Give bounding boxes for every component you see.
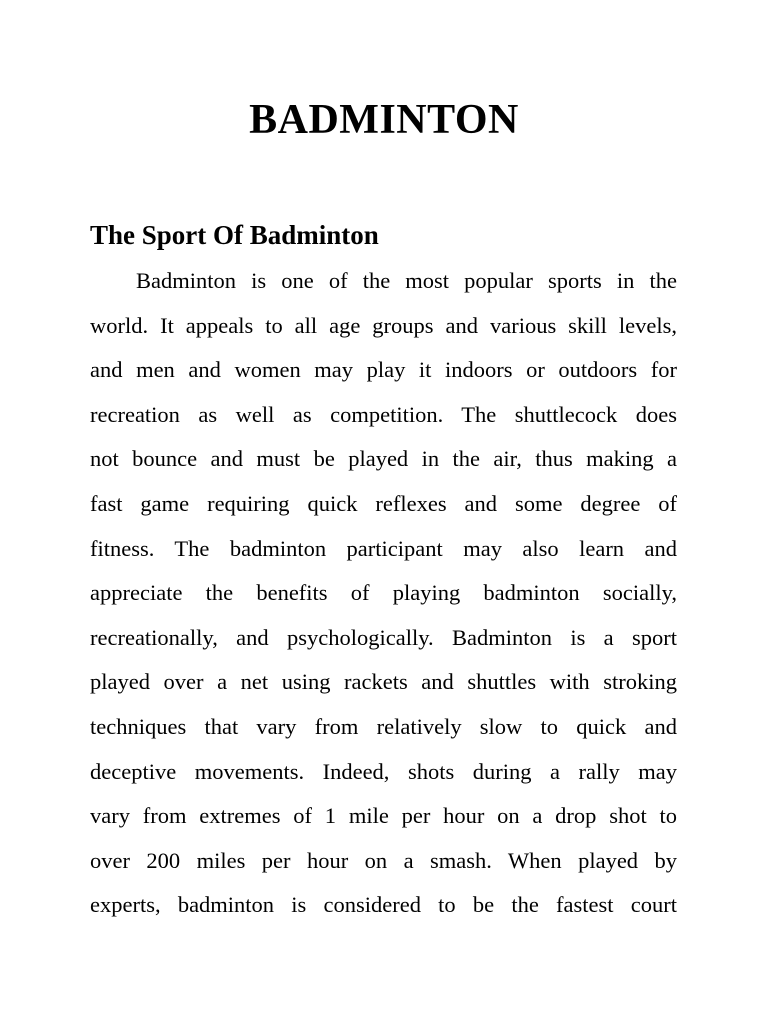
paragraph-line: recreation as well as competition. The shuttlecock does [90, 401, 677, 427]
paragraph-line: fitness. The badminton participant may also learn and [90, 535, 677, 561]
paragraph-line: fast game requiring quick reflexes and some degree of [90, 490, 677, 516]
paragraph-line: Badminton is one of the most popular sports in the [136, 268, 677, 293]
paragraph-line: deceptive movements. Indeed, shots during a rally may [90, 758, 677, 784]
document-title: BADMINTON [249, 97, 519, 143]
paragraph-line: played over a net using rackets and shuttles with stroking [90, 669, 677, 695]
paragraph-line: and men and women may play it indoors or outdoors for [90, 357, 677, 383]
paragraph-line: techniques that vary from relatively slow to quick and [90, 713, 677, 739]
section-heading: The Sport Of Badminton [90, 220, 379, 250]
paragraph-line: appreciate the benefits of playing badminton socially, [90, 580, 677, 606]
paragraph-line: experts, badminton is considered to be the fastest court [90, 892, 677, 918]
paragraph-line: world. It appeals to all age groups and various skill levels, [90, 312, 677, 338]
body-paragraph [90, 259, 677, 928]
paragraph-line: vary from extremes of 1 mile per hour on a drop shot to [90, 803, 677, 829]
paragraph-line: recreationally, and psychologically. Badminton is a sport [90, 624, 677, 650]
paragraph-line: not bounce and must be played in the air, thus making a [90, 446, 677, 472]
paragraph-line: over 200 miles per hour on a smash. When played by [90, 847, 677, 873]
